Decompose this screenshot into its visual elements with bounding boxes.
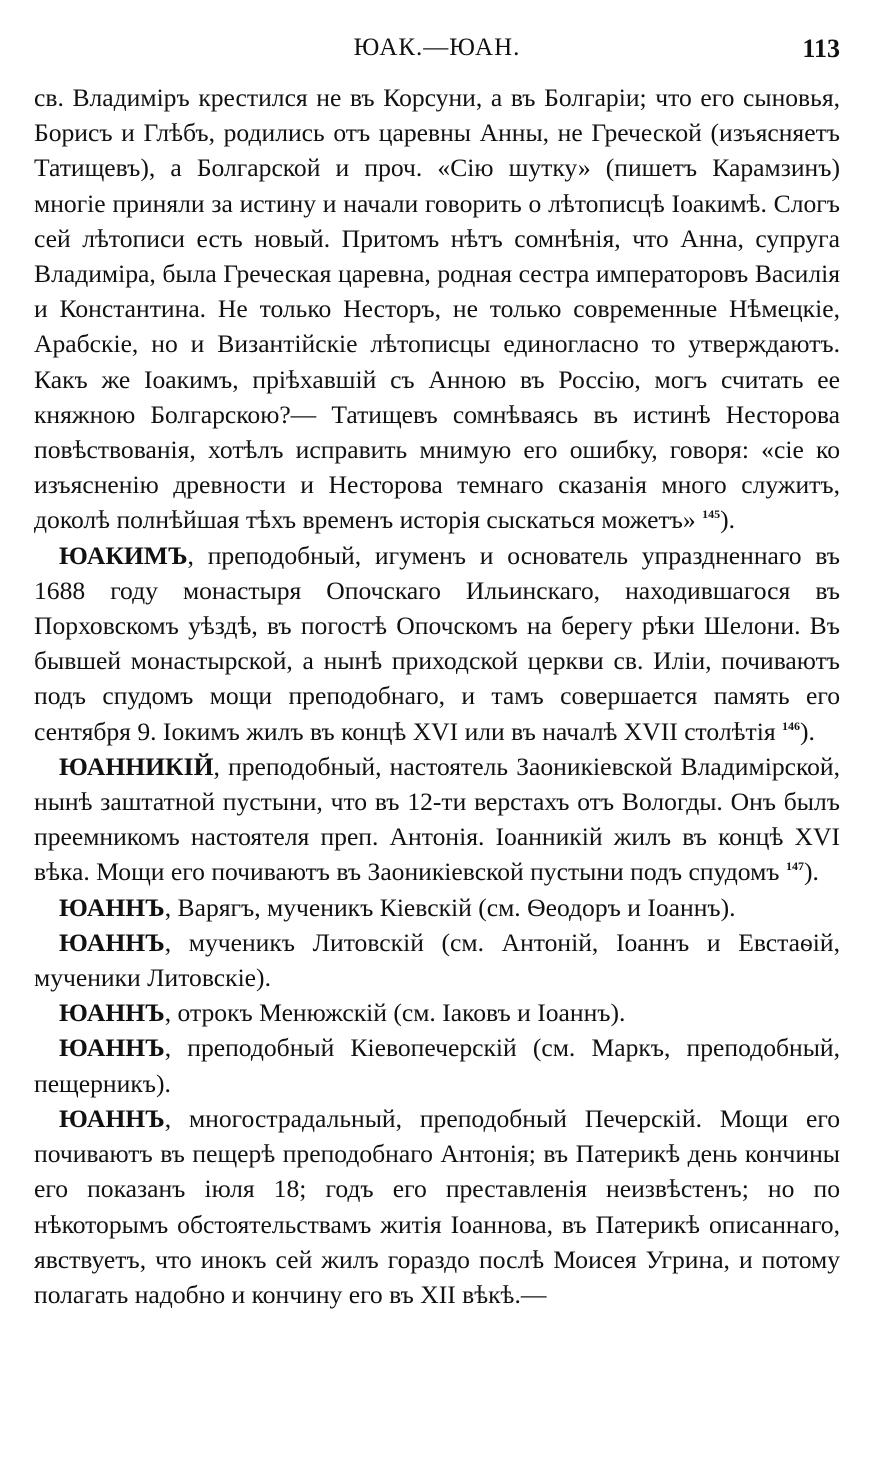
entry-headword: ЮАННЪ: [59, 892, 165, 922]
book-page: [34, 28, 840, 1312]
entry-text: , преподобный Кіевопечерскій (см. Маркъ, преподобный, пещерникъ).: [34, 1033, 840, 1098]
entry-ioann-varyag: [34, 890, 840, 925]
footnote-ref: 146: [782, 718, 800, 733]
entry-ioann-litovsky: [34, 925, 840, 995]
entry-tail: ).: [800, 716, 815, 746]
entry-text: , мученикъ Литовскій (см. Антоній, Іоаннъ и Евстаѳій, мученики Литовскіе).: [34, 927, 840, 993]
entry-headword: ЮАННЪ: [59, 1103, 165, 1133]
paragraph-tail: ).: [720, 505, 736, 535]
entry-tail: ).: [803, 857, 819, 887]
entry-headword: ЮАННИКІЙ: [59, 751, 214, 781]
entry-text: , отрокъ Менюжскій (см. Іаковъ и Іоаннъ).: [164, 998, 626, 1028]
footnote-ref: 147: [785, 859, 804, 874]
running-head: ЮАК.—ЮАН.: [353, 34, 521, 61]
footnote-ref: 145: [702, 507, 721, 522]
paragraph-continuation: [34, 80, 840, 538]
entry-headword: ЮАННЪ: [59, 998, 165, 1028]
page-number: 113: [802, 34, 840, 63]
page-body: [34, 80, 840, 1312]
entry-headword: ЮАКИМЪ: [59, 540, 188, 570]
page-header: [34, 28, 840, 80]
entry-ioann-kievopechersky: [34, 1030, 840, 1100]
entry-ioakim: [34, 538, 840, 749]
paragraph-text: св. Владиміръ крестился не въ Корсуни, а въ Болгаріи; что его сыновья, Борисъ и Глѣбъ, родились отъ царевны Анны, не Греческой (изъясняетъ Татищевъ), а Болгарской и проч. «Сію шутку» (пишетъ Карамзинъ) многіе приняли за истину и начали говорить о лѣтописцѣ Іоакимѣ. Слогъ сей лѣтописи есть новый. Притомъ нѣтъ сомнѣнія, что Анна, супруга Владиміра, была Греческая царевна, родная сестра императоровъ Василія и Константина. Не только Несторъ, не только современные Нѣмецкіе, Арабскіе, но и Византійскіе лѣтописцы единогласно то утверждаютъ. Какъ же Іоакимъ, пріѣхавшій съ Анною въ Россію, могъ считать ее княжною Болгарскою?— Татищевъ сомнѣваясь въ истинѣ Несторова повѣствованія, хотѣлъ исправить мнимую его ошибку, говоря: «сіе ко изъясненію древности и Несторова темнаго сказанія много служитъ, доколѣ полнѣйшая тѣхъ временъ исторія сыскаться можетъ»: [34, 83, 840, 535]
entry-text: , многострадальный, преподобный Печерскій. Мощи его почиваютъ въ пещерѣ преподобнаго Антонія; въ Патерикѣ день кончины его показанъ іюля 18; годъ его преставленія неизвѣстенъ; но по нѣкоторымъ обстоятельствамъ житія Іоаннова, въ Патерикѣ описаннаго, явствуетъ, что инокъ сей жилъ гораздо послѣ Моисея Угрина, и потому полагать надобно и кончину его въ XII вѣкѣ.—: [34, 1103, 840, 1309]
entry-text: , преподобный, игуменъ и основатель упраздненнаго въ 1688 году монастыря Опочскаго Ильинскаго, находившагося въ Порховскомъ уѣздѣ, въ погостѣ Опочскомъ на берегу рѣки Шелони. Въ бывшей монастырской, а нынѣ приходской церкви св. Иліи, почиваютъ подъ спудомъ мощи преподобнаго, и тамъ совершается память его сентября 9. Іокимъ жилъ въ концѣ XVI или въ началѣ XVII столѣтія: [34, 540, 840, 746]
entry-ioann-mnogostradalny: [34, 1101, 840, 1312]
entry-text: , преподобный, настоятель Заоникіевской Владимірской, нынѣ заштатной пустыни, что въ 12-ти верстахъ отъ Вологды. Онъ былъ преемникомъ настоятеля преп. Антонія. Іоанникій жилъ въ концѣ XVI вѣка. Мощи его почиваютъ въ Заоникіевской пустыни подъ спудомъ: [34, 751, 840, 887]
entry-text: , Варягъ, мученикъ Кіевскій (см. Ѳеодоръ и Іоаннъ).: [164, 892, 736, 922]
entry-ioannikiy: [34, 749, 840, 890]
entry-ioann-otrok: [34, 995, 840, 1030]
entry-headword: ЮАННЪ: [59, 1033, 165, 1063]
entry-headword: ЮАННЪ: [59, 927, 165, 957]
